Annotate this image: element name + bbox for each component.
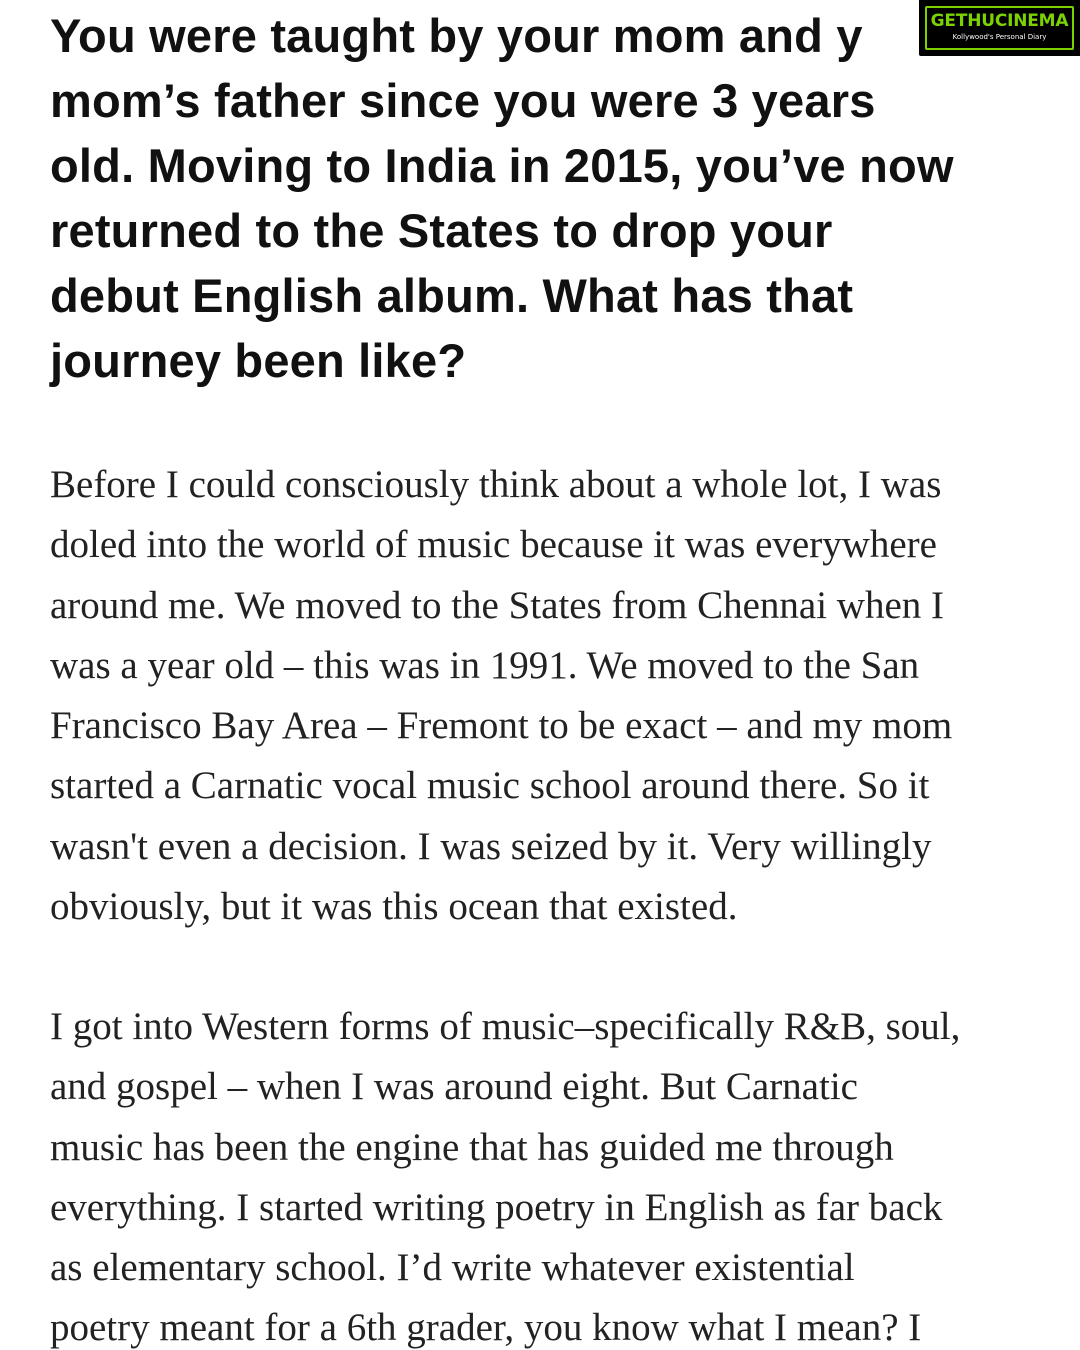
answer-line: Francisco Bay Area – Fremont to be exact – and my mom — [50, 704, 953, 748]
watermark-tagline: Kollywood's Personal Diary — [952, 33, 1047, 41]
answer-line: everything. I started writing poetry in English as far back — [50, 1185, 943, 1229]
question-line: journey been like? — [50, 334, 467, 387]
answer-line: obviously, but it was this ocean that existed. — [50, 885, 738, 929]
answer-line: as elementary school. I’d write whatever existential — [50, 1246, 855, 1290]
question-line: returned to the States to drop your — [50, 204, 833, 257]
interview-question — [50, 3, 1050, 393]
answer-line: I got into Western forms of music–specifically R&B, soul, — [50, 1005, 961, 1048]
answer-line: wasn't even a decision. I was seized by it. Very willingly — [50, 824, 932, 868]
watermark-logo — [919, 0, 1080, 56]
answer-line: was a year old – this was in 1991. We moved to the San — [50, 643, 920, 687]
answer-line: around me. We moved to the States from Chennai when I — [50, 583, 945, 627]
question-line: mom’s father since you were 3 years — [50, 74, 876, 127]
answer-line: doled into the world of music because it was everywhere — [50, 523, 937, 567]
question-line: debut English album. What has that — [50, 269, 854, 322]
watermark-frame — [925, 6, 1074, 50]
answer-line: started a Carnatic vocal music school around there. So it — [50, 764, 930, 808]
question-line: old. Moving to India in 2015, you’ve now — [50, 139, 954, 192]
answer-paragraph-2 — [50, 997, 1060, 1350]
question-line: You were taught by your mom and y — [50, 9, 863, 62]
watermark-brand: GETHUCINEMA — [930, 11, 1069, 31]
answer-line: and gospel – when I was around eight. But Carnatic — [50, 1065, 858, 1109]
answer-line: poetry meant for a 6th grader, you know what I mean? I — [50, 1306, 922, 1350]
answer-line: Before I could consciously think about a whole lot, I was — [50, 463, 942, 506]
answer-paragraph-1 — [50, 455, 1060, 937]
answer-line: music has been the engine that has guided me through — [50, 1125, 894, 1169]
